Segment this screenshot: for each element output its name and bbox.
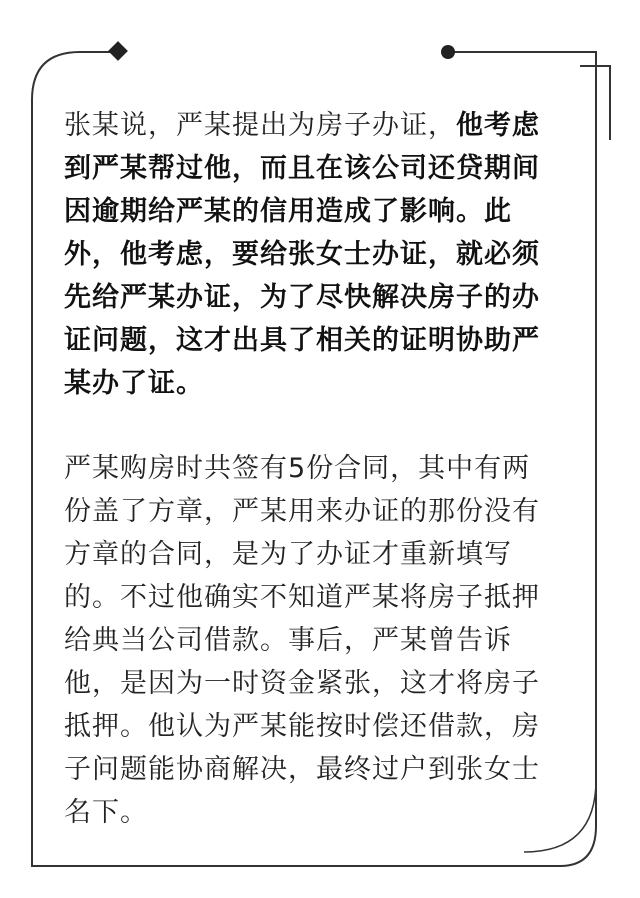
dot-icon xyxy=(441,45,455,59)
paragraph-1-bold: 他考虑 到严某帮过他，而且在该公司还贷期间 因逾期给严某的信用造成了影响。此 外，他考虑，要给张女士办证，就必须 先给严某办证，为了尽快解决房子的办 证问题，这才出具了相关的证明协助严 某办了证。 xyxy=(64,110,540,399)
paragraph-1 xyxy=(64,104,584,405)
paragraph-2 xyxy=(64,447,584,834)
diamond-icon xyxy=(108,41,128,61)
paragraph-1-normal: 张某说，严某提出为房子办证， xyxy=(64,110,456,141)
paragraph-2-text: 严某购房时共签有5份合同，其中有两 份盖了方章，严某用来办证的那份没有 方章的合同，是为了办证才重新填写 的。不过他确实不知道严某将房子抵押 给典当公司借款。事后，严某曾告诉 他，是因为一时资金紧张，这才将房子 抵押。他认为严某能按时偿还借款，房 子问题能协商解决，最终过户到张女士 名下。 xyxy=(64,453,540,828)
